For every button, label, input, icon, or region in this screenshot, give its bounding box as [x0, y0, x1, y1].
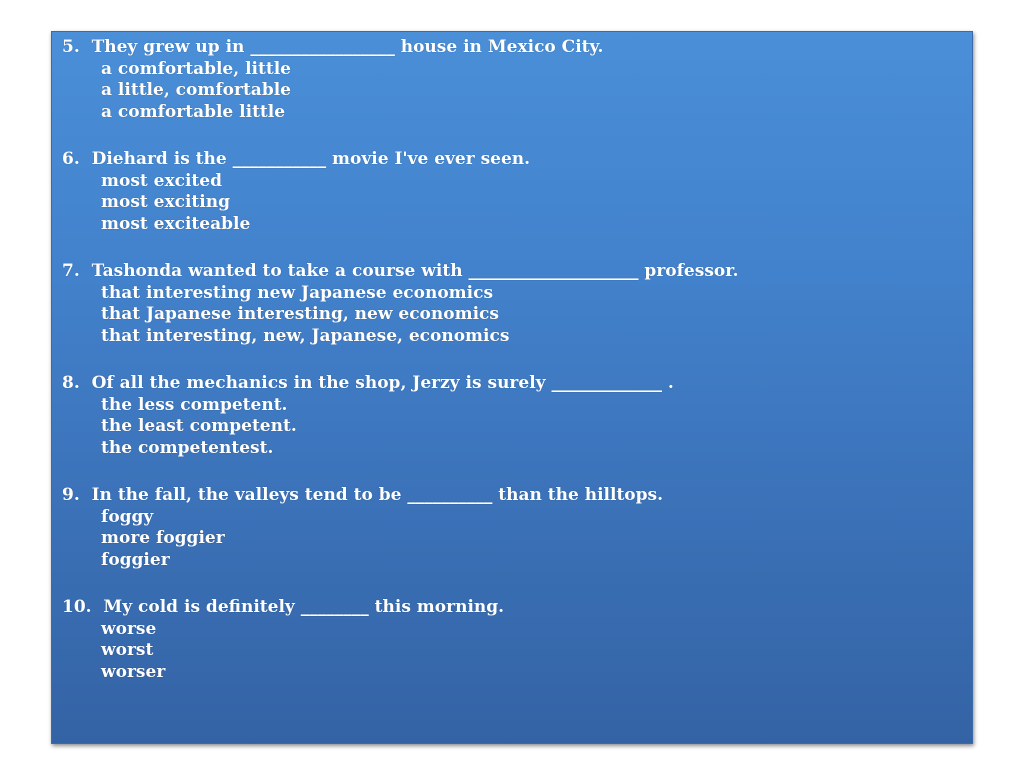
answer-option: foggy [101, 506, 154, 527]
question-text: 7. Tashonda wanted to take a course with ____________________ professor. [62, 261, 739, 281]
answer-option: the less competent. [101, 394, 288, 415]
answer-option: most exciteable [101, 213, 251, 234]
question-9 [62, 485, 962, 571]
question-list [62, 37, 962, 709]
answer-option: worst [101, 640, 154, 660]
question-text: 8. Of all the mechanics in the shop, Jerzy is surely _____________ . [62, 373, 674, 393]
question-5 [62, 37, 962, 123]
answer-option: a comfortable, little [101, 58, 291, 79]
answer-option: the competentest. [101, 437, 274, 458]
question-text: 10. My cold is definitely ________ this morning. [62, 597, 505, 617]
answer-option: most excited [101, 170, 222, 191]
answer-option: most exciting [101, 192, 230, 212]
answer-option: that Japanese interesting, new economics [101, 304, 499, 324]
question-7 [62, 261, 962, 347]
question-text: 9. In the fall, the valleys tend to be __________ than the hilltops. [62, 485, 664, 505]
answer-option: a little, comfortable [101, 80, 291, 100]
answer-option: worse [101, 618, 157, 639]
question-text: 5. They grew up in _________________ house in Mexico City. [62, 37, 604, 57]
answer-option: more foggier [101, 528, 225, 548]
question-6 [62, 149, 962, 235]
answer-option: worser [101, 661, 166, 682]
answer-option: that interesting, new, Japanese, economics [101, 325, 510, 346]
slide-panel [51, 31, 973, 744]
answer-option: the least competent. [101, 416, 297, 436]
question-8 [62, 373, 962, 459]
answer-option: a comfortable little [101, 101, 286, 122]
question-10 [62, 597, 962, 683]
answer-option: foggier [101, 549, 170, 570]
answer-option: that interesting new Japanese economics [101, 282, 494, 303]
question-text: 6. Diehard is the ___________ movie I've ever seen. [62, 149, 531, 169]
